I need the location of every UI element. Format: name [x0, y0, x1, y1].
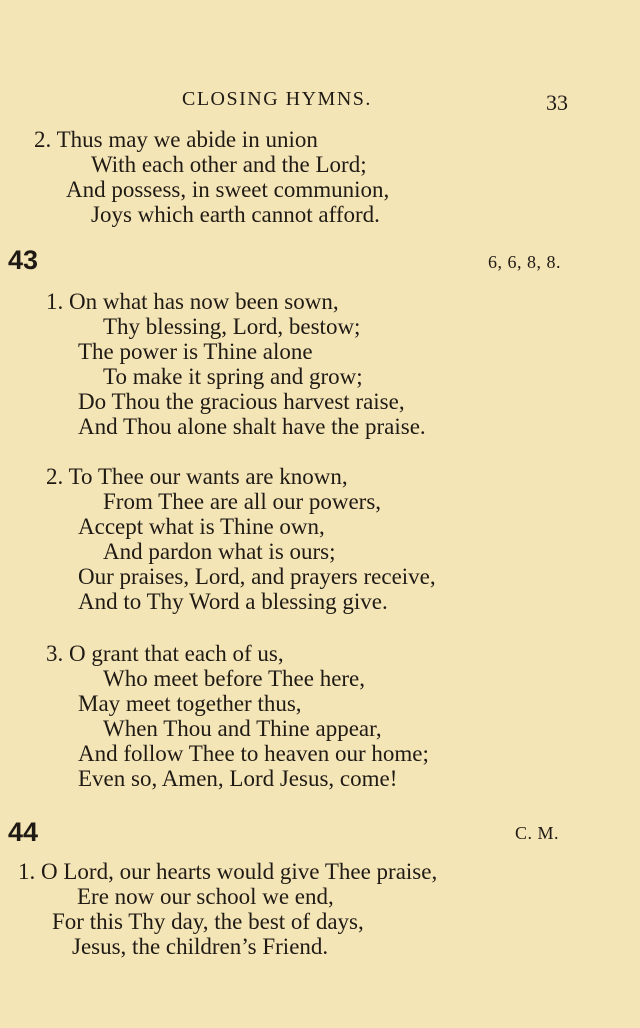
- verse-line: Ere now our school we end,: [77, 884, 334, 909]
- verse-line: When Thou and Thine appear,: [103, 716, 382, 741]
- verse-line: For this Thy day, the best of days,: [52, 909, 364, 934]
- verse-line: May meet together thus,: [78, 691, 302, 716]
- verse-line: And pardon what is ours;: [103, 539, 336, 564]
- hymn-meter: C. M.: [515, 823, 560, 843]
- verse-line: Jesus, the children’s Friend.: [72, 934, 329, 959]
- page-number: 33: [546, 90, 568, 115]
- verse-line: And to Thy Word a blessing give.: [78, 589, 388, 614]
- verse-line: From Thee are all our powers,: [103, 489, 382, 514]
- verse-line: Thy blessing, Lord, bestow;: [103, 314, 361, 339]
- verse-line: The power is Thine alone: [78, 339, 313, 364]
- verse-line: Our praises, Lord, and prayers receive,: [78, 564, 436, 589]
- verse-line: Even so, Amen, Lord Jesus, come!: [78, 766, 398, 791]
- hymn-meter: 6, 6, 8, 8.: [488, 252, 561, 272]
- verse-line: And follow Thee to heaven our home;: [78, 741, 429, 766]
- verse-line: And Thou alone shalt have the praise.: [78, 414, 426, 439]
- verse-line: Joys which earth cannot afford.: [91, 202, 380, 227]
- verse-line: Who meet before Thee here,: [103, 666, 366, 691]
- hymn-number: 43: [8, 245, 39, 275]
- verse-line: Accept what is Thine own,: [78, 514, 325, 539]
- page-header: [0, 88, 640, 116]
- verse-line: 2. Thus may we abide in union: [34, 127, 318, 152]
- verse-line: 3. O grant that each of us,: [46, 641, 284, 666]
- verse-line: And possess, in sweet communion,: [66, 177, 390, 202]
- verse-line: 2. To Thee our wants are known,: [46, 464, 348, 489]
- verse-line: Do Thou the gracious harvest raise,: [78, 389, 405, 414]
- running-title: CLOSING HYMNS.: [182, 88, 372, 110]
- verse-line: 1. On what has now been sown,: [46, 289, 339, 314]
- verse-line: With each other and the Lord;: [91, 152, 367, 177]
- hymn-number: 44: [8, 817, 39, 847]
- verse-line: To make it spring and grow;: [103, 364, 363, 389]
- verse-line: 1. O Lord, our hearts would give Thee praise,: [18, 859, 438, 884]
